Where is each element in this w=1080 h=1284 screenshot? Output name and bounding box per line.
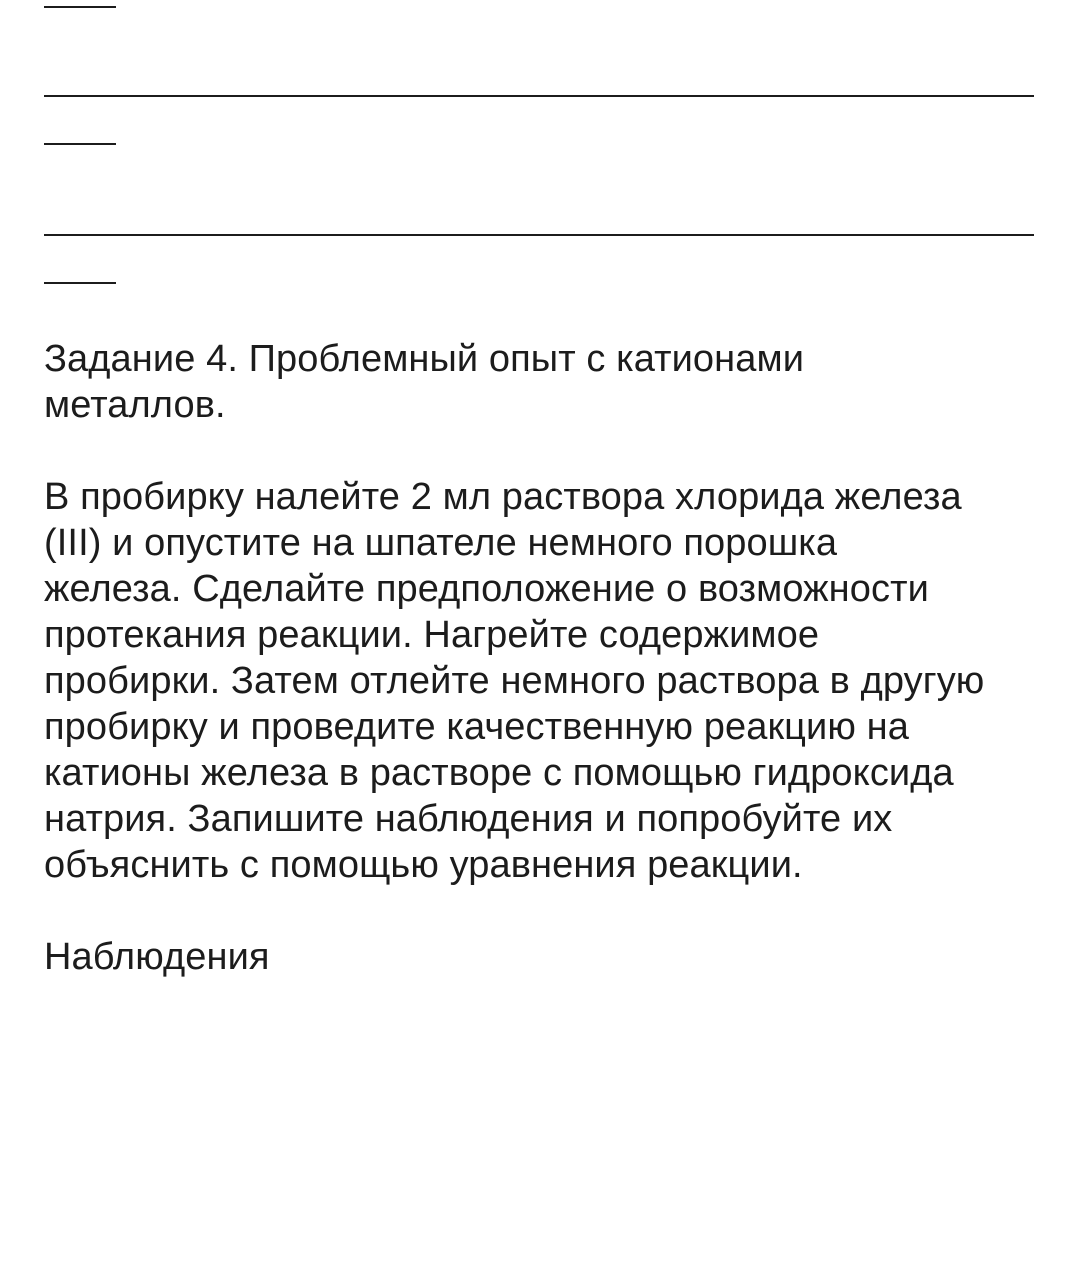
answer-line (44, 95, 1034, 97)
answer-line-stub (44, 6, 116, 8)
answer-line (44, 234, 1034, 236)
task-title: Задание 4. Проблемный опыт с катионами металлов. (44, 338, 805, 426)
task-instructions: В пробирку налейте 2 мл раствора хлорида железа (III) и опустите на шпателе немного порошка железа. Сделайте предположение о возможности протекания реакции. Нагрейте содержимое пробирки. Затем отлейте немного раствора в другую пробирку и проведите качественную реакцию на катионы железа в растворе с помощью гидроксида натрия. Запишите наблюдения и попробуйте их объяснить с помощью уравнения реакции. (44, 476, 985, 886)
answer-line-stub (44, 143, 116, 145)
answer-line-stub (44, 282, 116, 284)
observations-label: Наблюдения (44, 936, 270, 978)
